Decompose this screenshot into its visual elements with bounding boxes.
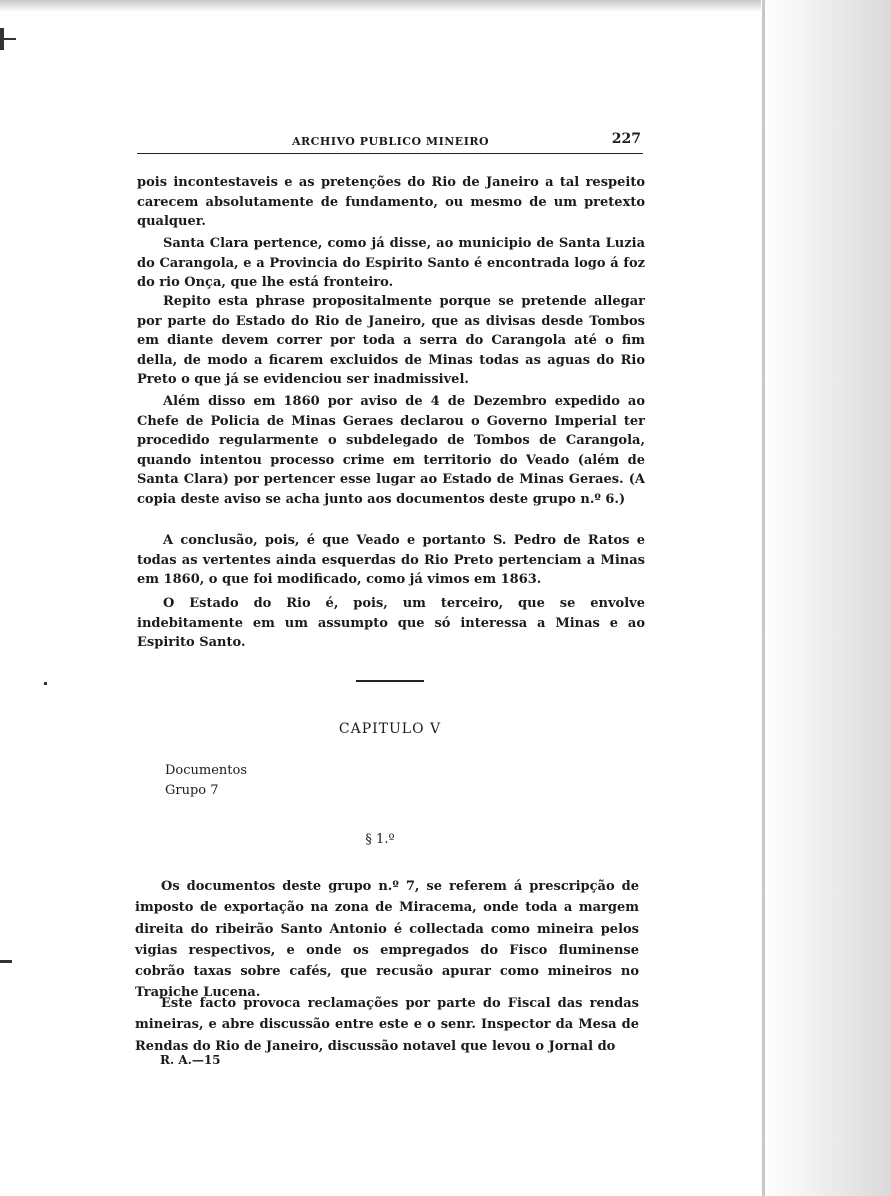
page-fold-line [762,0,765,1196]
margin-mark [0,960,12,963]
section-divider [356,680,424,682]
documents-label: Documentos [165,763,248,778]
chapter-heading: CAPITULO V [338,721,442,737]
paragraph: O Estado do Rio é, pois, um terceiro, que se envolve indebitamente em um assumpto que só interessa a Minas e ao Espirito Santo. [137,596,645,651]
signature-mark: R. A.—15 [160,1053,221,1067]
group-label: Grupo 7 [165,783,219,798]
paragraph: Repito esta phrase propositalmente porque se pretende allegar por parte do Estado do Rio de Janeiro, que as divisas desde Tombos em diante devem correr por toda a serra do Carangola até o fim della, de modo a ficarem excluidos de Minas todas as aguas do Rio Preto o que já se evidenciou ser inadmissivel. [137,294,645,388]
running-title: ARCHIVO PUBLICO MINEIRO [292,135,490,148]
paragraph: A conclusão, pois, é que Veado e portanto S. Pedro de Ratos e todas as vertentes ainda esquerdas do Rio Preto pertenciam a Minas em 1860, o que foi modificado, como já vimos em 1863. [137,533,645,588]
margin-mark [4,38,16,40]
paragraph: Além disso em 1860 por aviso de 4 de Dezembro expedido ao Chefe de Policia de Minas Geraes declarou o Governo Imperial ter procedido regularmente o subdelegado de Tombos de Carangola, quando intentou processo crime em territorio do Veado (além de Santa Clara) por pertencer esse lugar ao Estado de Minas Geraes. (A copia deste aviso se acha junto aos documentos deste grupo n.º 6.) [137,394,645,507]
paragraph: Os documentos deste grupo n.º 7, se referem á prescripção de imposto de exportação na zona de Miracema, onde toda a margem direita do ribeirão Santo Antonio é collectada como mineira pelos vigias respectivos, e onde os empregados do Fisco fluminense cobrão taxas sobre cafés, que recusão apurar como mineiros no Trapiche Lucena. [135,879,639,1001]
paragraph: Este facto provoca reclamações por parte do Fiscal das rendas mineiras, e abre discussão entre este e o senr. Inspector da Mesa de Rendas do Rio de Janeiro, discussão notavel que levou o Jornal do [135,996,639,1054]
margin-speck [44,682,47,685]
paragraph: pois incontestaveis e as pretenções do Rio de Janeiro a tal respeito carecem absolutamente de fundamento, ou mesmo de um pretexto qualquer. [137,175,645,230]
section-mark: § 1.º [365,832,395,847]
page-number: 227 [611,131,641,147]
page-edge-shadow [761,0,891,1196]
page-header [137,131,643,154]
paragraph: Santa Clara pertence, como já disse, ao municipio de Santa Luzia do Carangola, e a Provincia do Espirito Santo é encontrada logo á foz do rio Onça, que lhe está fronteiro. [137,236,645,291]
scan-top-shadow [0,0,891,12]
